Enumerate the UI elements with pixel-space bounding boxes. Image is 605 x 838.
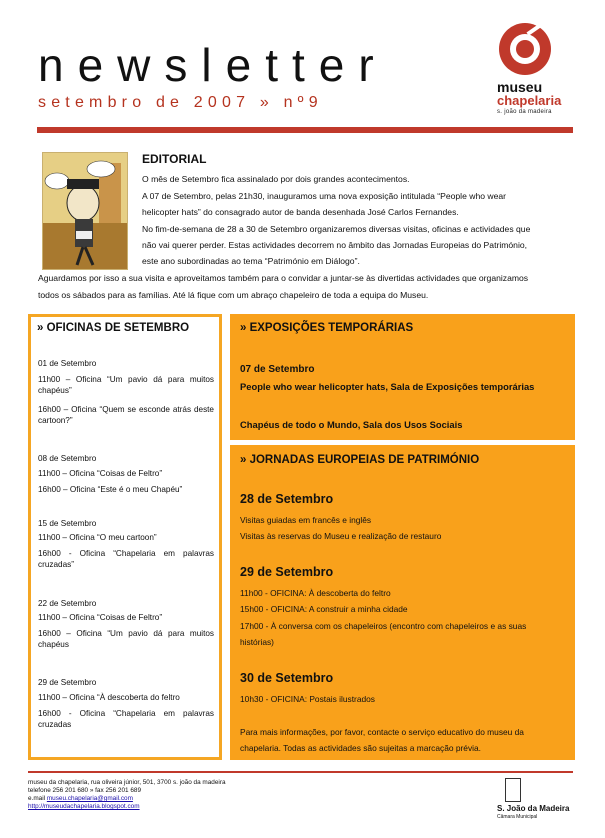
oficinas-date: 15 de Setembro [38, 519, 97, 528]
logo-word-location: s. joão da madeira [497, 109, 552, 115]
oficinas-item: 11h00 – Oficina “O meu cartoon” [38, 533, 157, 542]
editorial-line: este ano subordinadas ao tema “Património em Diálogo”. [142, 256, 360, 266]
newsletter-subtitle: setembro de 2007 » nº9 [38, 94, 323, 111]
editorial-comic-image [42, 152, 128, 270]
oficinas-item: 16h00 – Oficina “Quem se esconde atrás deste cartoon?” [38, 405, 214, 425]
jornadas-info: chapelaria. Todas as actividades são sujeitas a marcação prévia. [240, 743, 481, 753]
municipality-name: S. João da Madeira [497, 804, 570, 813]
oficinas-item: 16h00 – Oficina “Este é o meu Chapéu” [38, 485, 183, 494]
logo-word-chapelaria: chapelaria [497, 93, 562, 108]
oficinas-item: 11h00 – Oficina “À descoberta do feltro [38, 693, 180, 702]
footer-divider [28, 771, 573, 773]
municipality-logo-icon [505, 778, 521, 802]
editorial-line: todos os sábados para as famílias. Até lá fique com um abraço chapeleiro de toda a equipa do Museu. [38, 290, 429, 300]
municipality-subtitle: Câmara Municipal [497, 814, 538, 820]
oficinas-heading: » OFICINAS DE SETEMBRO [37, 322, 190, 334]
footer-phone: telefone 256 201 680 » fax 256 201 689 [28, 787, 142, 794]
logo-word-museu: museu [497, 79, 543, 95]
jornadas-item: Visitas guiadas em francês e inglês [240, 515, 372, 525]
oficinas-date: 01 de Setembro [38, 359, 97, 368]
oficinas-item: 16h00 – Oficina “Um pavio dá para muitos chapéus [38, 629, 214, 649]
oficinas-item: 11h00 – Oficina “Coisas de Feltro” [38, 469, 163, 478]
jornadas-item: 17h00 - À conversa com os chapeleiros (encontro com chapeleiros e as suas [240, 621, 527, 631]
editorial-line: Aguardamos por isso a sua visita e aproveitamos também para o convidar a juntar-se às divertidas actividades que organizamos [38, 273, 529, 283]
editorial-heading: EDITORIAL [142, 152, 207, 166]
jornadas-item: 10h30 - OFICINA: Postais ilustrados [240, 694, 375, 704]
editorial-line: A 07 de Setembro, pelas 21h30, inauguramos uma nova exposição intitulada “People who wear [142, 191, 507, 201]
jornadas-item: 11h00 - OFICINA: À descoberta do feltro [240, 588, 391, 598]
editorial-line: No fim-de-semana de 28 a 30 de Setembro organizaremos diversas visitas, oficinas e actividades que [142, 224, 531, 234]
exposicoes-heading: » EXPOSIÇÕES TEMPORÁRIAS [240, 322, 414, 334]
jornadas-date: 29 de Setembro [240, 565, 334, 579]
exposicoes-date: 07 de Setembro [240, 364, 315, 375]
newsletter-title: newsletter [38, 39, 388, 91]
footer-email-label: e.mail [28, 795, 46, 802]
jornadas-item: histórias) [240, 637, 274, 647]
oficinas-date: 08 de Setembro [38, 454, 97, 463]
editorial-line: helicopter hats” do consagrado autor de banda desenhada José Carlos Fernandes. [142, 207, 459, 217]
museum-logo-icon [498, 22, 552, 76]
jornadas-item: 15h00 - OFICINA: A construir a minha cidade [240, 604, 408, 614]
footer-blog-link[interactable]: http://museudachapelaria.blogspot.com [28, 803, 140, 810]
jornadas-date: 30 de Setembro [240, 671, 334, 685]
jornadas-item: Visitas às reservas do Museu e realização de restauro [240, 531, 442, 541]
jornadas-date: 28 de Setembro [240, 492, 334, 506]
exposicoes-item: Chapéus de todo o Mundo, Sala dos Usos Sociais [240, 419, 463, 430]
oficinas-item: 11h00 – Oficina “Um pavio dá para muitos chapéus” [38, 375, 214, 395]
editorial-line: não vai querer perder. Estas actividades decorrem no âmbito das Jornadas Europeias do Património, [142, 240, 528, 250]
oficinas-date: 22 de Setembro [38, 599, 97, 608]
footer-email-row [28, 795, 133, 803]
oficinas-item: 16h00 - Oficina “Chapelaria em palavras cruzadas [38, 709, 214, 729]
oficinas-date: 29 de Setembro [38, 678, 97, 687]
oficinas-item: 11h00 – Oficina “Coisas de Feltro” [38, 613, 163, 622]
exposicoes-item: People who wear helicopter hats, Sala de Exposições temporárias [240, 381, 535, 392]
oficinas-item: 16h00 - Oficina “Chapelaria em palavras cruzadas” [38, 549, 214, 569]
footer-address: museu da chapelaria, rua oliveira júnior, 501, 3700 s. joão da madeira [28, 779, 226, 786]
jornadas-info: Para mais informações, por favor, contacte o serviço educativo do museu da [240, 727, 524, 737]
header-divider [37, 127, 573, 133]
editorial-line: O mês de Setembro fica assinalado por dois grandes acontecimentos. [142, 174, 410, 184]
footer-email-link[interactable]: museu.chapelaria@gmail.com [46, 795, 133, 802]
jornadas-heading: » JORNADAS EUROPEIAS DE PATRIMÓNIO [240, 454, 480, 466]
